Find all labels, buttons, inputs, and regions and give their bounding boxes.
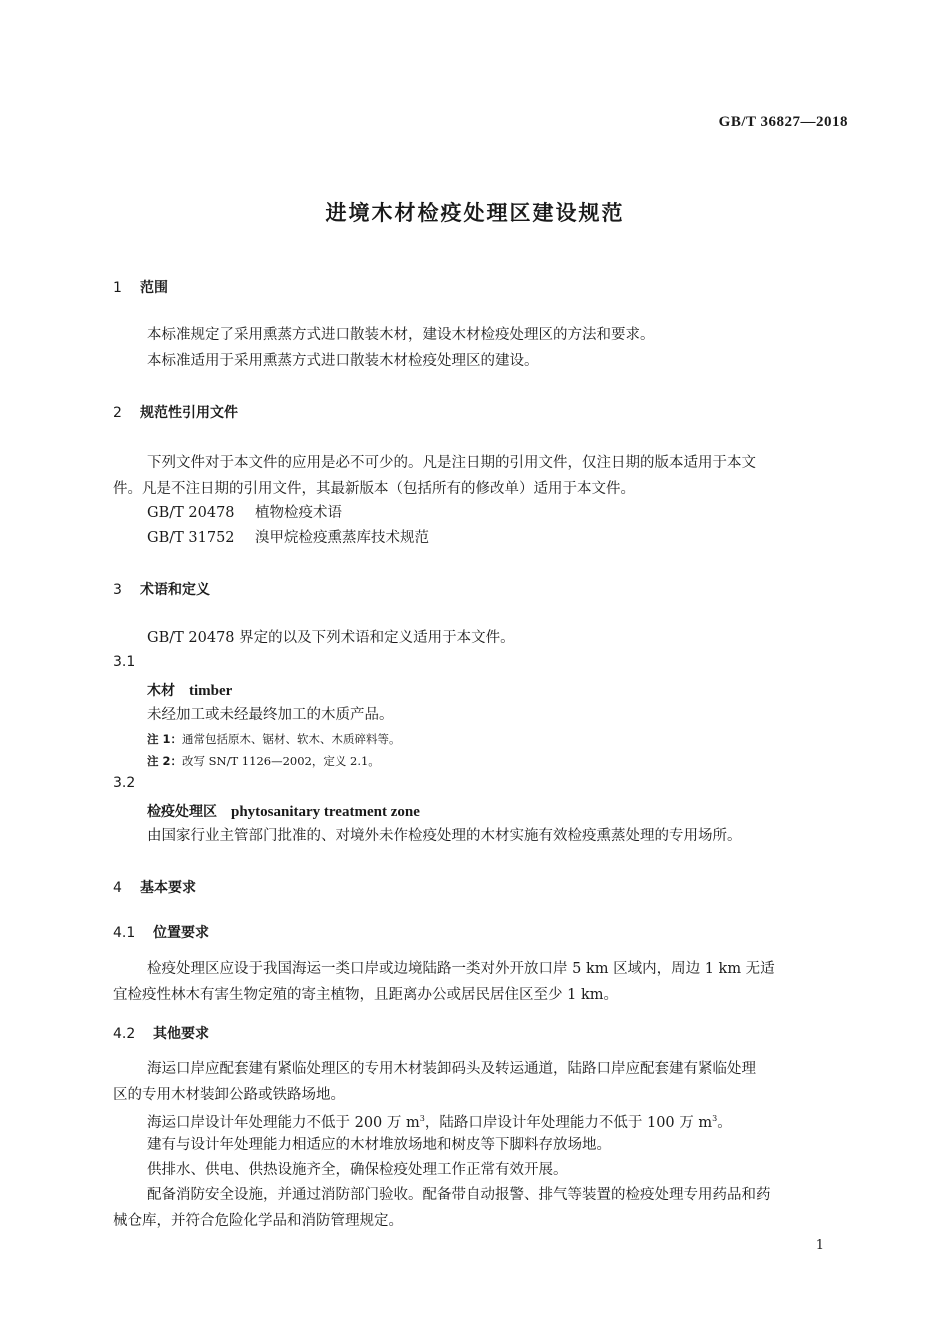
text-fragment: 。 xyxy=(717,1114,732,1131)
note xyxy=(147,753,380,769)
paragraph: 建有与设计年处理能力相适应的木材堆放场地和树皮等下脚料存放场地。 xyxy=(147,1137,611,1153)
note-label: 注 2： xyxy=(147,754,183,768)
paragraph-line: 区的专用木材装卸公路或铁路场地。 xyxy=(113,1086,345,1103)
reference-name: 溴甲烷检疫熏蒸库技术规范 xyxy=(255,530,429,546)
paragraph-line: 宜检疫性林木有害生物定殖的寄主植物，且距离办公或居民居住区至少 1 km。 xyxy=(113,986,618,1003)
term-chinese: 检疫处理区 xyxy=(147,804,217,820)
text-fragment: 海运口岸设计年处理能力不低于 200 万 m xyxy=(147,1114,420,1131)
document-title: 进境木材检疫处理区建设规范 xyxy=(325,201,625,225)
section-4-heading xyxy=(113,877,196,897)
section-number: 3 xyxy=(113,582,122,598)
reference-code: GB/T 31752 xyxy=(147,530,235,546)
standard-code: GB/T 36827—2018 xyxy=(718,114,848,130)
paragraph: 供排水、供电、供热设施齐全，确保检疫处理工作正常有效开展。 xyxy=(147,1162,568,1178)
term-definition: 由国家行业主管部门批准的、对境外未作检疫处理的木材实施有效检疫熏蒸处理的专用场所。 xyxy=(147,828,742,844)
term-definition: 未经加工或未经最终加工的木质产品。 xyxy=(147,707,394,723)
paragraph xyxy=(113,451,849,502)
paragraph: 本标准适用于采用熏蒸方式进口散装木材检疫处理区的建设。 xyxy=(147,353,539,369)
subsection-number: 4.2 xyxy=(113,1026,136,1042)
text-fragment: ，陆路口岸设计年处理能力不低于 100 万 m xyxy=(424,1114,713,1131)
paragraph xyxy=(113,957,849,1008)
term-number: 3.2 xyxy=(113,775,136,791)
reference-item xyxy=(147,526,429,550)
note xyxy=(147,731,401,747)
paragraph-line: 下列文件对于本文件的应用是必不可少的。凡是注日期的引用文件，仅注日期的版本适用于本文 xyxy=(147,455,756,471)
paragraph-line: 配备消防安全设施，并通过消防部门验收。配备带自动报警、排气等装置的检疫处理专用药品和药 xyxy=(147,1187,771,1203)
subsection-4-1-heading xyxy=(113,922,209,942)
section-title: 规范性引用文件 xyxy=(140,405,238,421)
paragraph-line: 检疫处理区应设于我国海运一类口岸或边境陆路一类对外开放口岸 5 km 区域内，周边 1 km 无适 xyxy=(147,961,775,977)
superscript: 3 xyxy=(419,1114,425,1123)
term-chinese: 木材 xyxy=(147,683,175,699)
term-entry xyxy=(147,801,420,821)
section-1-heading xyxy=(113,277,168,297)
note-text: 通常包括原木、锯材、软木、木质碎料等。 xyxy=(182,732,401,746)
paragraph xyxy=(113,1183,849,1234)
section-number: 2 xyxy=(113,405,122,421)
section-title: 基本要求 xyxy=(140,880,196,896)
reference-code: GB/T 20478 xyxy=(147,505,235,521)
subsection-number: 4.1 xyxy=(113,925,136,941)
subsection-title: 位置要求 xyxy=(153,925,209,941)
paragraph-line: 件。凡是不注日期的引用文件，其最新版本（包括所有的修改单）适用于本文件。 xyxy=(113,480,635,497)
paragraph xyxy=(113,1057,849,1108)
reference-item xyxy=(147,501,342,525)
term-entry xyxy=(147,680,232,700)
section-title: 术语和定义 xyxy=(140,582,210,598)
paragraph-line: 海运口岸应配套建有紧临处理区的专用木材装卸码头及转运通道，陆路口岸应配套建有紧临处理 xyxy=(147,1061,756,1077)
term-number: 3.1 xyxy=(113,654,136,670)
section-number: 4 xyxy=(113,880,122,896)
note-label: 注 1： xyxy=(147,732,183,746)
note-text: 改写 SN/T 1126—2002，定义 2.1。 xyxy=(182,754,380,768)
section-title: 范围 xyxy=(140,280,168,296)
section-2-heading xyxy=(113,402,238,422)
paragraph-line: 械仓库，并符合危险化学品和消防管理规定。 xyxy=(113,1212,403,1229)
paragraph xyxy=(147,1107,732,1135)
superscript: 3 xyxy=(712,1114,718,1123)
reference-name: 植物检疫术语 xyxy=(255,505,342,521)
subsection-4-2-heading xyxy=(113,1023,209,1043)
section-number: 1 xyxy=(113,280,122,296)
page-number: 1 xyxy=(815,1238,824,1253)
section-3-heading xyxy=(113,579,210,599)
subsection-title: 其他要求 xyxy=(153,1026,209,1042)
paragraph: 本标准规定了采用熏蒸方式进口散装木材，建设木材检疫处理区的方法和要求。 xyxy=(147,327,655,343)
term-english: timber xyxy=(189,683,233,699)
paragraph: GB/T 20478 界定的以及下列术语和定义适用于本文件。 xyxy=(147,630,515,646)
term-english: phytosanitary treatment zone xyxy=(231,804,420,820)
